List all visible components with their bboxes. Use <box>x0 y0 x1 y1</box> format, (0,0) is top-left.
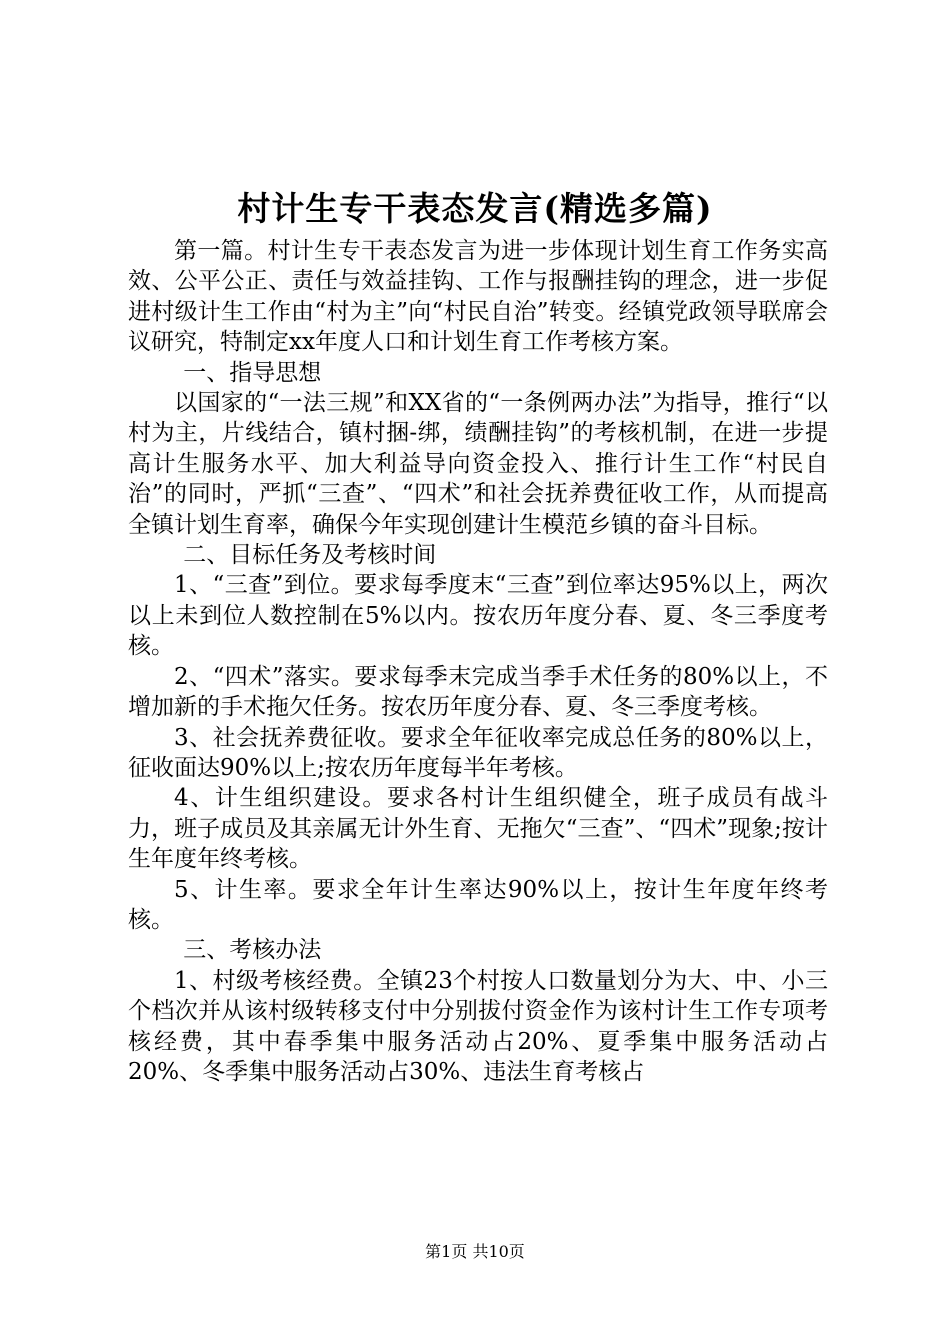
paragraph-method-1: 1、村级考核经费。全镇23个村按人口数量划分为大、中、小三个档次并从该村级转移支付中分别拔付资金作为该村计生工作专项考核经费，其中春季集中服务活动占20%、夏季集中服务活动占20%、冬季集中服务活动占30%、违法生育考核占 <box>128 967 828 1085</box>
document-body <box>128 236 828 1087</box>
paragraph-target-2: 2、“四术”落实。要求每季末完成当季手术任务的80%以上，不增加新的手术拖欠任务。按农历年度分春、夏、冬三季度考核。 <box>128 663 828 721</box>
page-footer: 第1页 共10页 <box>425 1242 525 1261</box>
paragraph-target-3: 3、社会抚养费征收。要求全年征收率完成总任务的80%以上，征收面达90%以上;按农历年度每半年考核。 <box>128 724 828 781</box>
paragraph-target-5: 5、计生率。要求全年计生率达90%以上，按计生年度年终考核。 <box>128 876 828 933</box>
section-heading-targets: 二、目标任务及考核时间 <box>183 542 437 569</box>
paragraph-guiding-ideology: 以国家的“一法三规”和XX省的“一条例两办法”为指导，推行“以村为主，片线结合，镇村捆-绑，绩酬挂钩”的考核机制，在进一步提高计生服务水平、加大利益导向资金投入、推行计生工作“村民自治”的同时，严抓“三查”、“四术”和社会抚养费征收工作，从而提高全镇计划生育率，确保今年实现创建计生模范乡镇的奋斗目标。 <box>128 390 828 538</box>
section-heading-guiding-ideology: 一、指导思想 <box>183 359 322 386</box>
document-title: 村计生专干表态发言(精选多篇) <box>237 189 713 228</box>
paragraph-intro: 第一篇。村计生专干表态发言为进一步体现计划生育工作务实高效、公平公正、责任与效益挂钩、工作与报酬挂钩的理念，进一步促进村级计生工作由“村为主”向“村民自治”转变。经镇党政领导联席会议研究，特制定xx年度人口和计划生育工作考核方案。 <box>128 238 828 356</box>
paragraph-target-1: 1、“三查”到位。要求每季度末“三查”到位率达95%以上，两次以上未到位人数控制在5%以内。按农历年度分春、夏、冬三季度考核。 <box>128 572 828 660</box>
section-heading-assessment-method: 三、考核办法 <box>183 937 322 964</box>
paragraph-target-4: 4、计生组织建设。要求各村计生组织健全，班子成员有战斗力，班子成员及其亲属无计外生育、无拖欠“三查”、“四术”现象;按计生年度年终考核。 <box>128 785 828 873</box>
